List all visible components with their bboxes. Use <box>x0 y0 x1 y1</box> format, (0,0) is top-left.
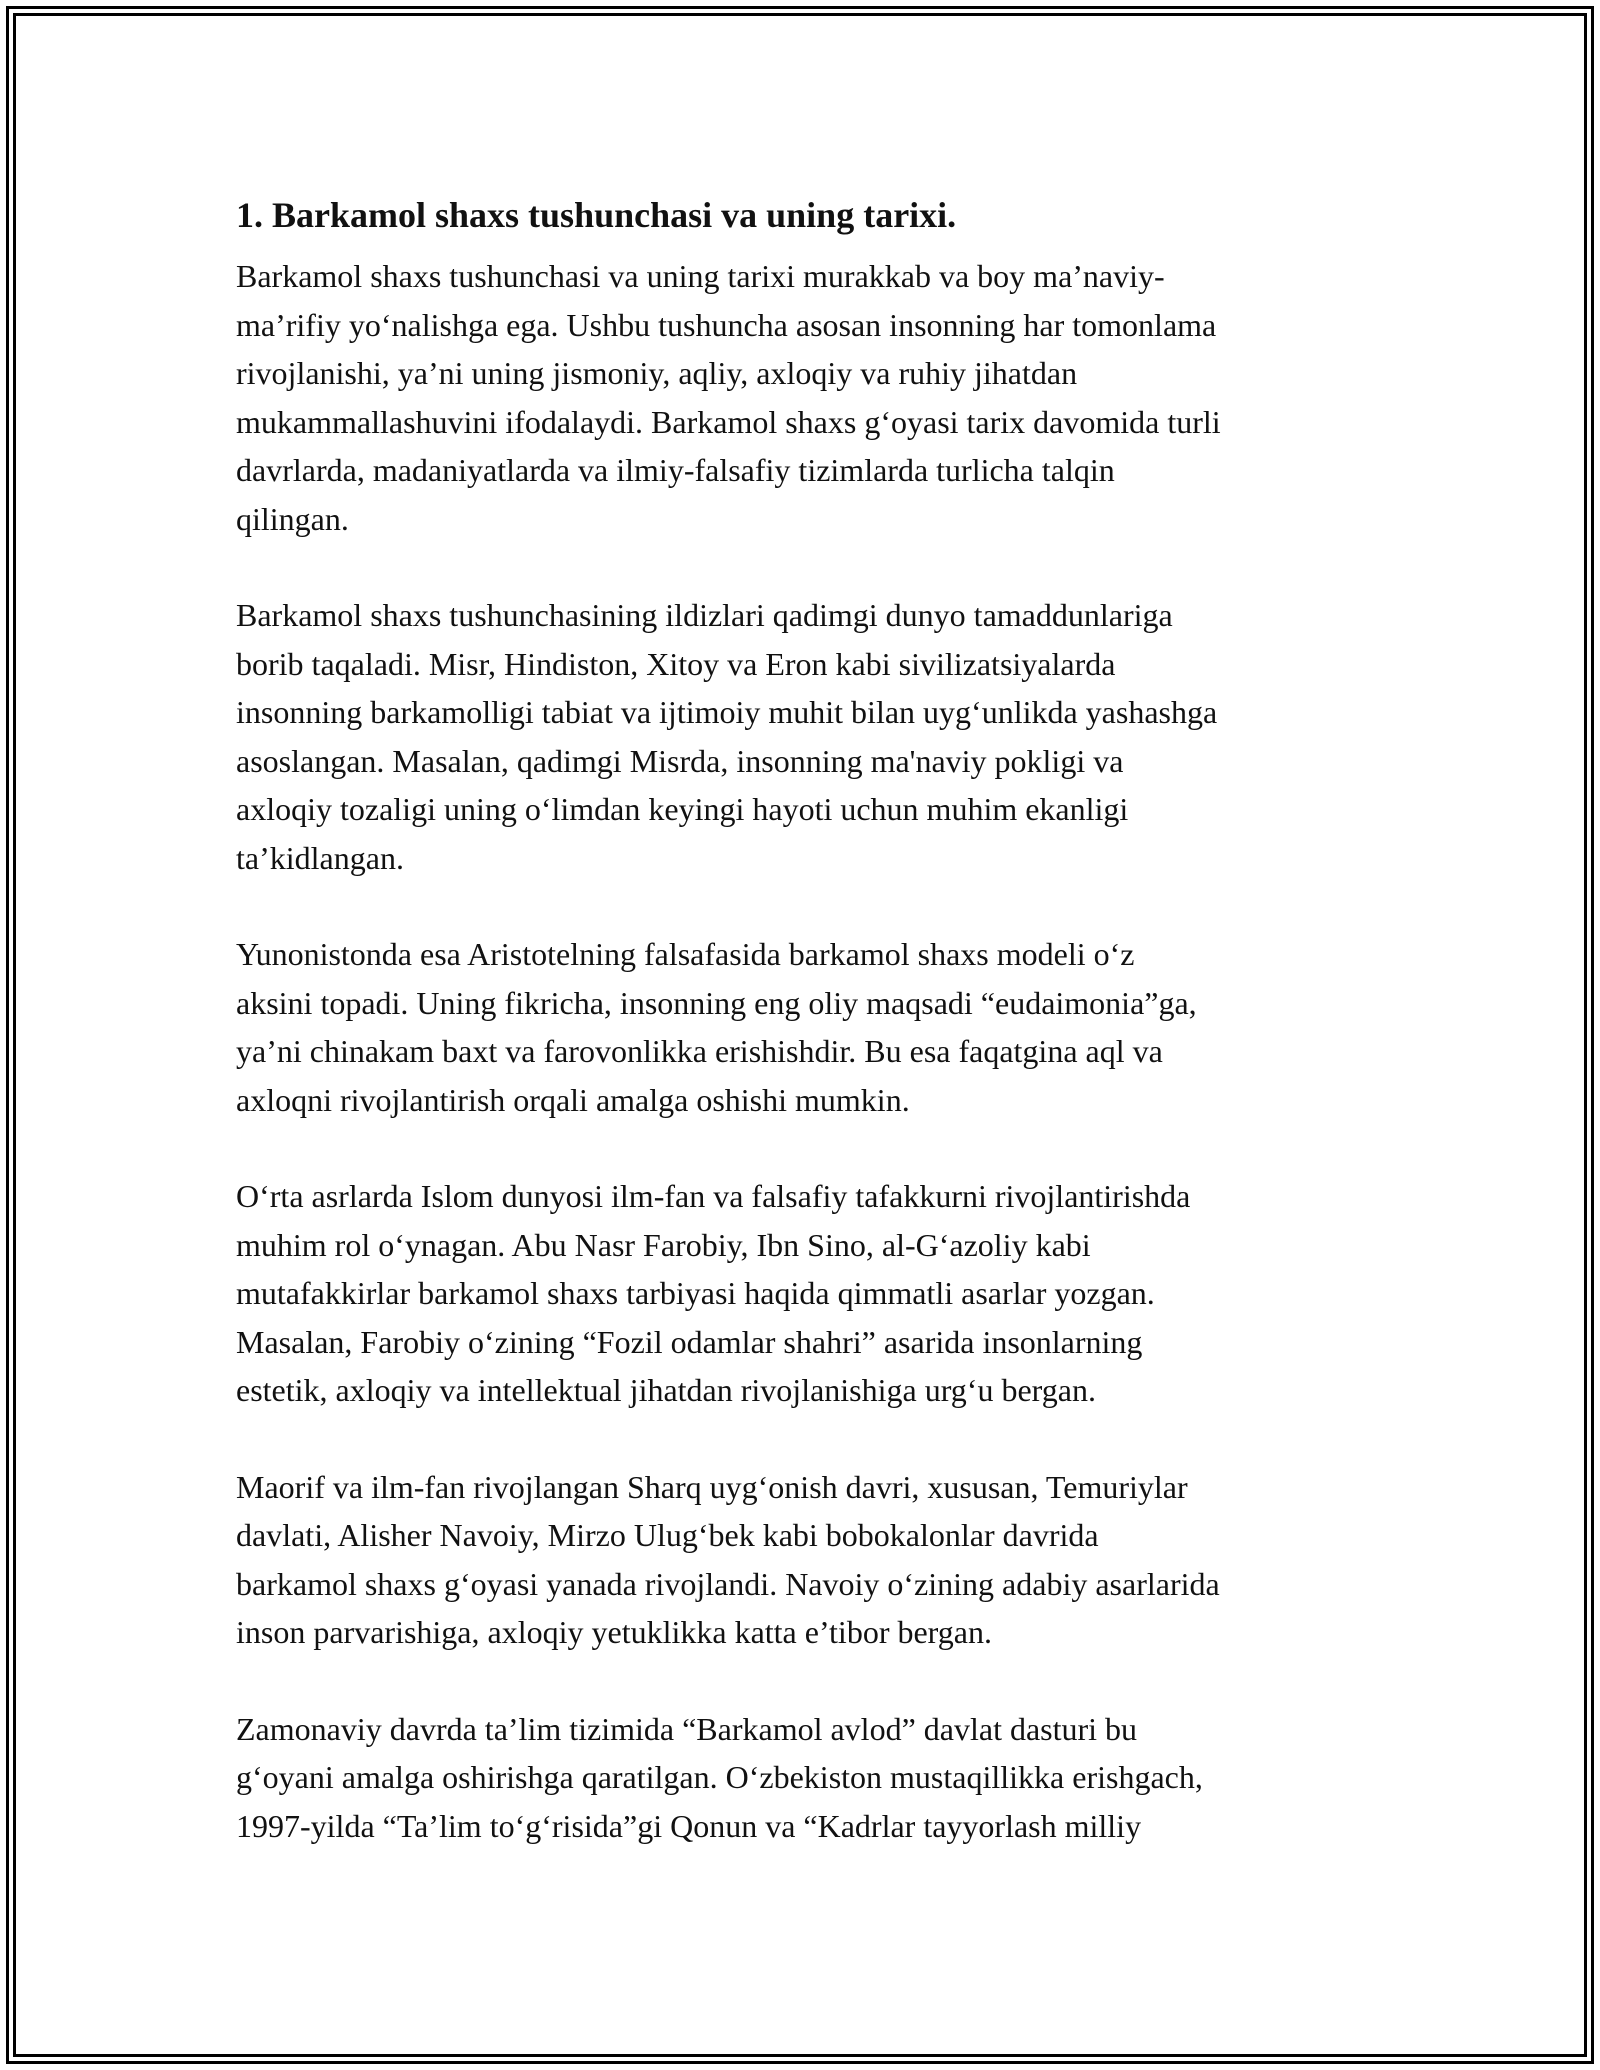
text-line: ma’rifiy yo‘nalishga ega. Ushbu tushuncha asosan insonning har tomonlama <box>236 306 1217 343</box>
text-line: Barkamol shaxs tushunchasi va uning tarixi murakkab va boy ma’naviy- <box>236 258 1165 294</box>
text-line: asoslangan. Masalan, qadimgi Misrda, insonning ma'naviy pokligi va <box>236 742 1124 779</box>
paragraph-2 <box>236 591 1376 882</box>
text-line: muhim rol o‘ynagan. Abu Nasr Farobiy, Ibn Sino, al-G‘azoliy kabi <box>236 1226 1091 1263</box>
text-line: Maorif va ilm-fan rivojlangan Sharq uyg‘onish davri, xususan, Temuriylar <box>236 1468 1188 1505</box>
paragraph-6 <box>236 1705 1376 1851</box>
text-line: mutafakkirlar barkamol shaxs tarbiyasi haqida qimmatli asarlar yozgan. <box>236 1275 1155 1311</box>
text-line: davrlarda, madaniyatlarda va ilmiy-falsafiy tizimlarda turlicha talqin <box>236 452 1115 488</box>
text-line: barkamol shaxs g‘oyasi yanada rivojlandi. Navoiy o‘zining adabiy asarlarida <box>236 1565 1220 1602</box>
text-line: estetik, axloqiy va intellektual jihatdan rivojlanishiga urg‘u bergan. <box>236 1372 1096 1408</box>
text-line: Barkamol shaxs tushunchasining ildizlari qadimgi dunyo tamaddunlariga <box>236 597 1173 633</box>
text-line: Yunonistonda esa Aristotelning falsafasida barkamol shaxs modeli o‘z <box>236 936 1135 972</box>
text-line: Zamonaviy davrda ta’lim tizimida “Barkamol avlod” davlat dasturi bu <box>236 1710 1138 1747</box>
document-body <box>236 186 1376 1898</box>
text-line: g‘oyani amalga oshirishga qaratilgan. O‘zbekiston mustaqillikka erishgach, <box>236 1759 1203 1795</box>
paragraph-1 <box>236 252 1376 543</box>
text-line: Masalan, Farobiy o‘zining “Fozil odamlar shahri” asarida insonlarning <box>236 1323 1143 1360</box>
text-line: insonning barkamolligi tabiat va ijtimoiy muhit bilan uyg‘unlikda yashashga <box>236 694 1218 730</box>
text-line: qilingan. <box>236 500 349 537</box>
paragraph-5 <box>236 1463 1376 1657</box>
text-line: axloqiy tozaligi uning o‘limdan keyingi hayoti uchun muhim ekanligi <box>236 791 1129 827</box>
text-line: aksini topadi. Uning fikricha, insonning eng oliy maqsadi “eudaimonia”ga, <box>236 984 1197 1021</box>
text-line: davlati, Alisher Navoiy, Mirzo Ulug‘bek kabi bobokalonlar davrida <box>236 1517 1099 1553</box>
text-line: ya’ni chinakam baxt va farovonlikka erishishdir. Bu esa faqatgina aql va <box>236 1033 1163 1069</box>
paragraph-3 <box>236 930 1376 1124</box>
text-line: ta’kidlangan. <box>236 839 404 876</box>
text-line: mukammallashuvini ifodalaydi. Barkamol shaxs g‘oyasi tarix davomida turli <box>236 403 1221 440</box>
text-line: axloqni rivojlantirish orqali amalga oshishi mumkin. <box>236 1081 910 1118</box>
text-line: rivojlanishi, ya’ni uning jismoniy, aqliy, axloqiy va ruhiy jihatdan <box>236 355 1078 391</box>
paragraph-4 <box>236 1172 1376 1415</box>
section-heading: 1. Barkamol shaxs tushunchasi va uning tarixi. <box>236 195 957 235</box>
text-line: borib taqaladi. Misr, Hindiston, Xitoy va Eron kabi sivilizatsiyalarda <box>236 645 1116 682</box>
text-line: inson parvarishiga, axloqiy yetuklikka katta e’tibor bergan. <box>236 1614 992 1650</box>
text-line: 1997-yilda “Ta’lim to‘g‘risida”gi Qonun va “Kadrlar tayyorlash milliy <box>236 1807 1142 1844</box>
text-line: O‘rta asrlarda Islom dunyosi ilm-fan va falsafiy tafakkurni rivojlantirishda <box>236 1178 1191 1214</box>
